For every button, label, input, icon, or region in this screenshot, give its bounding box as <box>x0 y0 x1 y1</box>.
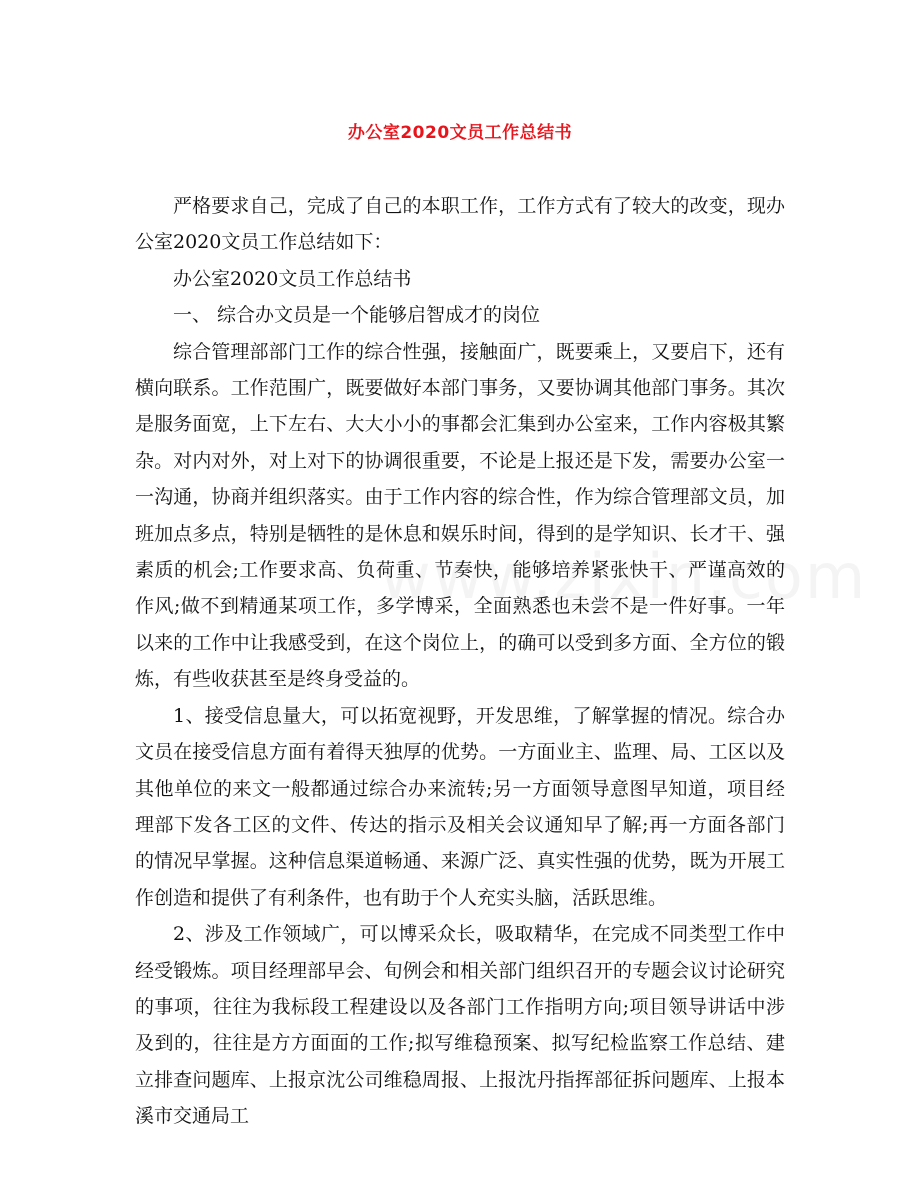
paragraph-subtitle: 办公室2020文员工作总结书 <box>173 267 412 290</box>
paragraph-intro: 严格要求自己，完成了自己的本职工作，工作方式有了较大的改变，现办公室2020文员工作总结如下： <box>135 195 785 254</box>
paragraph-point-1: 1、接受信息量大，可以拓宽视野，开发思维，了解掌握的情况。综合办文员在接受信息方面有着得天独厚的优势。一方面业主、监理、局、工区以及其他单位的来文一般都通过综合办来流转;另一方面领导意图早知道，项目经理部下发各工区的文件、传达的指示及相关会议通知早了解;再一方面各部门的情况早掌握。这种信息渠道畅通、来源广泛、真实性强的优势，既为开展工作创造和提供了有利条件，也有助于个人充实头脑，活跃思维。 <box>135 704 785 909</box>
paragraph-point-2: 2、涉及工作领域广，可以博采众长，吸取精华，在完成不同类型工作中经受锻炼。项目经理部早会、旬例会和相关部门组织召开的专题会议讨论研究的事项，往往为我标段工程建设以及各部门工作指明方向;项目领导讲话中涉及到的，往往是方方面面的工作;拟写维稳预案、拟写纪检监察工作总结、建立排查问题库、上报京沈公司维稳周报、上报沈丹指挥部征拆问题库、上报本溪市交通局工 <box>135 923 785 1128</box>
paragraph-overview: 综合管理部部门工作的综合性强，接触面广，既要乘上，又要启下，还有横向联系。工作范围广，既要做好本部门事务，又要协调其他部门事务。其次是服务面宽，上下左右、大大小小的事都会汇集到办公室来，工作内容极其繁杂。对内对外，对上对下的协调很重要，不论是上报还是下发，需要办公室一一沟通，协商并组织落实。由于工作内容的综合性，作为综合管理部文员，加班加点多点，特别是牺牲的是休息和娱乐时间，得到的是学知识、长才干、强素质的机会;工作要求高、负荷重、节奏快，能够培养紧张快干、严谨高效的作风;做不到精通某项工作，多学博采，全面熟悉也未尝不是一件好事。一年以来的工作中让我感受到，在这个岗位上，的确可以受到多方面、全方位的锻炼，有些收获甚至是终身受益的。 <box>135 340 785 691</box>
document-body <box>135 188 785 1135</box>
section-heading-1: 一、 综合办文员是一个能够启智成才的岗位 <box>173 304 541 327</box>
document-title: 办公室2020文员工作总结书 <box>347 123 573 143</box>
